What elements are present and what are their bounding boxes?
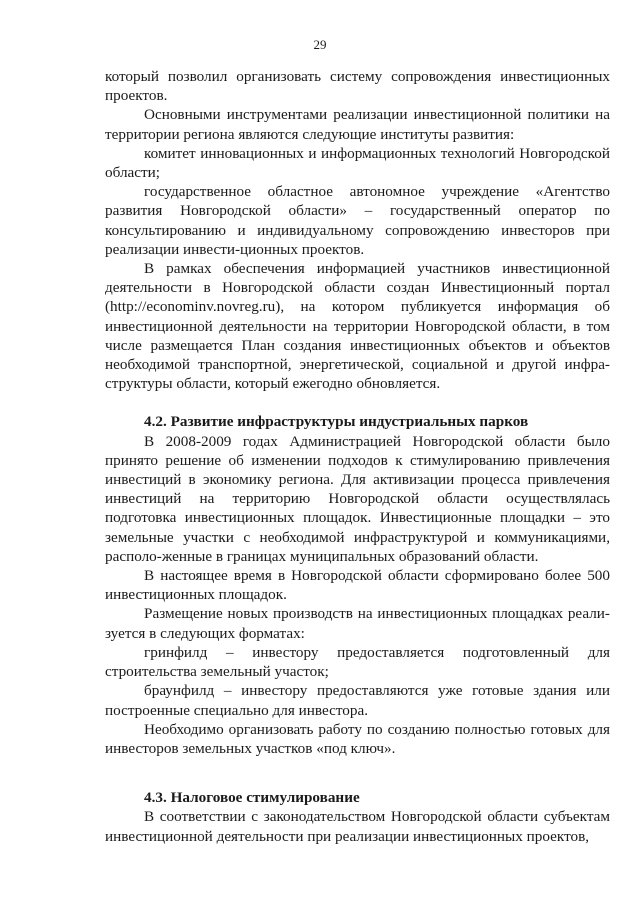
list-item: гринфилд – инвестору предоставляется подготовленный для строительства земельный участок; [105, 643, 610, 681]
paragraph: В рамках обеспечения информацией участников инвестиционной деятельности в Новгородской области создан Инвестиционный портал (http://econominv.novreg.ru), на котором публикуется информация об инвестиционной деятельности на территории Новгородской области, в том числе размещается План создания инвестиционных объектов и объектов необходимой транспортной, энергетической, социальной и другой инфра-структуры области, который ежегодно обновляется. [105, 260, 610, 393]
paragraph: В настоящее время в Новгородской области сформировано более 500 инвестиционных площадок. [105, 567, 610, 604]
paragraph: В 2008-2009 годах Администрацией Новгородской области было принято решение об изменении подходов к стимулированию привлечения инвестиций в экономику региона. Для активизации процесса привлечения инвестиций на территорию Новгородской области осуществлялась подготовка инвестиционных площадок. Инвестиционные площадки – это земельные участки с необходимой инфраструктурой и коммуникациями, располо-женные в границах муниципальных образований области. [105, 432, 610, 565]
paragraph: Основными инструментами реализации инвестиционной политики на территории региона являются следующие институты развития: [105, 106, 610, 143]
paragraph: Размещение новых производств на инвестиционных площадках реали-зуется в следующих форматах: [105, 605, 610, 642]
paragraph: Необходимо организовать работу по созданию полностью готовых для инвесторов земельных участков «под ключ». [105, 720, 610, 757]
paragraph: В соответствии с законодательством Новгородской области субъектам инвестиционной деятельности при реализации инвестиционных проектов, [105, 808, 610, 845]
page-number: 29 [313, 37, 327, 52]
paragraph: который позволил организовать систему сопровождения инвестиционных проектов. [105, 68, 610, 105]
section-heading-4-2: 4.2. Развитие инфраструктуры индустриальных парков [144, 413, 529, 431]
list-item: браунфилд – инвестору предоставляются уже готовые здания или построенные специально для инвестора. [105, 682, 610, 719]
list-item: государственное областное автономное учреждение «Агентство развития Новгородской области» – государственный оператор по консультированию и индивидуальному сопровождению инвесторов при реализации инвести-ционных проектов. [105, 183, 610, 258]
section-heading-4-3: 4.3. Налоговое стимулирование [144, 789, 360, 807]
list-item: комитет инновационных и информационных технологий Новгородской области; [105, 144, 610, 182]
page-body [105, 67, 610, 846]
